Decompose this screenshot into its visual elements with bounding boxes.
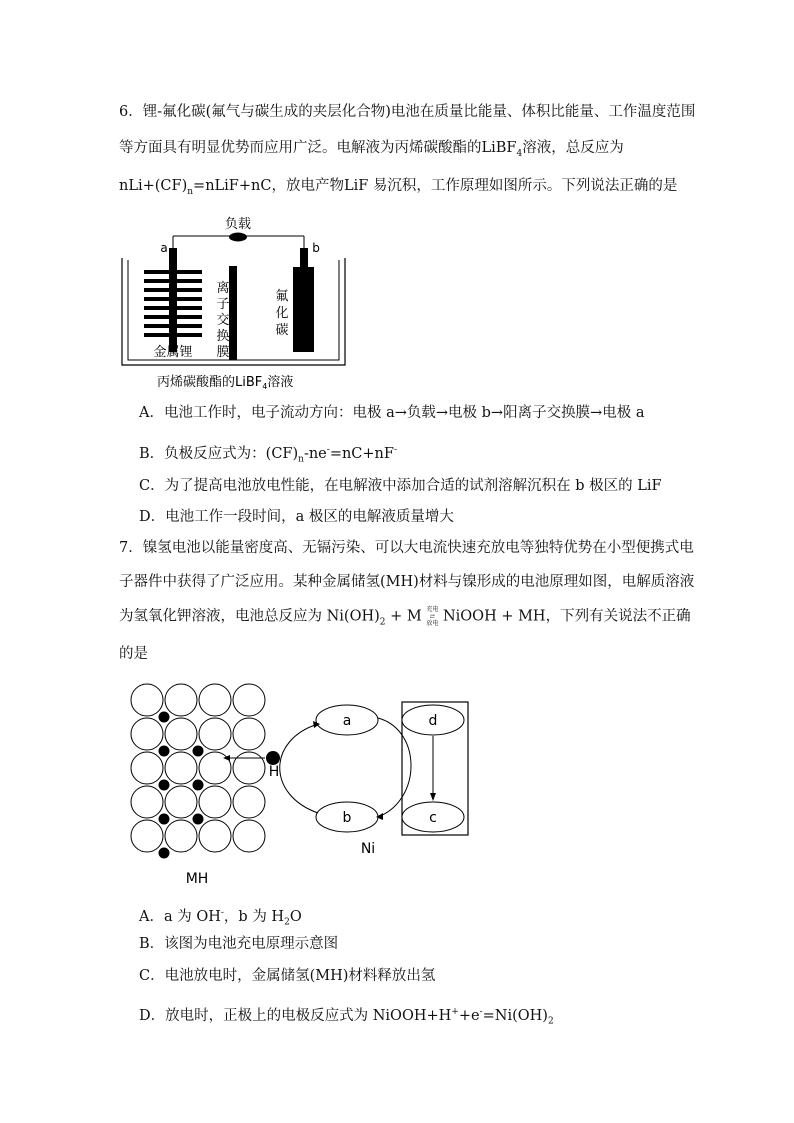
label-c: c: [429, 810, 437, 826]
h-label: H: [268, 764, 280, 780]
q7-line-3-mid: + M: [385, 608, 422, 625]
q6-line-2: [119, 138, 624, 164]
q6-option-a: A．电池工作时，电子流动方向：电极 a→负载→电极 b→阳离子交换膜→电极 a: [139, 405, 645, 421]
label-b: b: [342, 810, 352, 826]
hydrogen-atom: [159, 780, 170, 791]
electrolyte-caption-post: 溶液: [267, 375, 294, 390]
ion-exchange-membrane: [229, 266, 237, 360]
membrane-char-1: 离: [216, 281, 230, 296]
q6-option-b-n: n: [298, 454, 304, 465]
q7-option-b: B．该图为电池充电原理示意图: [139, 936, 339, 952]
electrode-b-rod: [300, 248, 308, 270]
q7-option-a-sub: 2: [284, 917, 290, 928]
label-a: a: [342, 713, 352, 729]
q7-option-d-sup: +: [451, 1007, 459, 1017]
electrode-a-label: a: [160, 241, 168, 255]
q6-line-3-cf: (CF): [154, 178, 188, 194]
q6-line-2-sub: 4: [516, 148, 523, 159]
h-atom: [266, 751, 280, 765]
q7-option-a-post: O: [289, 908, 302, 925]
membrane-char-3: 交: [216, 313, 230, 328]
hydrogen-atom: [193, 780, 204, 791]
q7-option-d-pre: D．放电时，正极上的电极反应式为 NiOOH+H: [139, 1007, 452, 1024]
q6-line-2-pre: 等方面具有明显优势而应用广泛。电解液为丙烯碳酸酯的: [119, 140, 482, 156]
q7-option-a-pre: A．a 为 OH: [139, 908, 221, 925]
metal-atom: [233, 820, 265, 852]
discharge-label: 放电: [426, 620, 439, 627]
hydrogen-atom: [159, 814, 170, 825]
load-label: 负载: [224, 217, 252, 232]
membrane-char-4: 换: [216, 329, 230, 344]
fluorocarbon-char-3: 碳: [275, 323, 289, 338]
metal-atom: [165, 752, 197, 784]
load-resistor: [229, 233, 247, 242]
q7-line-3-post: NiOOH + MH，下列有关说法不正确: [438, 608, 691, 625]
metal-atom: [165, 820, 197, 852]
q6-line-3-post: =nLiF+nC，放电产物LiF 易沉积，工作原理如图所示。下列说法正确的是: [193, 178, 678, 194]
metal-atom: [233, 786, 265, 818]
q6-option-b-mid: -ne: [303, 445, 327, 462]
q6-line-2-post: 溶液，总反应为: [522, 140, 624, 156]
q6-line-3: [119, 176, 677, 202]
electrode-b-label: b: [312, 241, 320, 255]
mh-label: MH: [185, 871, 209, 887]
arc-left: [280, 724, 318, 813]
q6-option-d: D．电池工作一段时间，a 极区的电解液质量增大: [139, 509, 454, 525]
membrane-char-2: 子: [216, 297, 230, 312]
label-d: d: [428, 713, 438, 729]
q6-option-c: C．为了提高电池放电性能，在电解液中添加合适的试剂溶解沉积在 b 极区的 LiF: [139, 478, 662, 494]
metal-atom: [199, 718, 231, 750]
q6-option-b-pre: B．负极反应式为：: [139, 445, 266, 462]
metal-atom: [131, 718, 163, 750]
ni-mh-battery-diagram: [122, 680, 482, 890]
q6-line-2-chem: LiBF: [481, 140, 517, 156]
q7-option-a: [139, 903, 302, 933]
fluorocarbon-char-2: 化: [275, 306, 289, 321]
metal-atom: [131, 752, 163, 784]
fluorocarbon-char-1: 氟: [275, 289, 289, 304]
hydrogen-atom: [159, 712, 170, 723]
q7-option-d: [139, 1002, 554, 1032]
q7-option-d-post: =Ni(OH): [482, 1007, 548, 1024]
membrane-char-5: 膜: [216, 345, 230, 360]
q7-line-2: 子器件中获得了广泛应用。某种金属储氢(MH)材料与镍形成的电池原理如图，电解质溶液: [119, 574, 695, 590]
ni-label: Ni: [360, 841, 376, 857]
q6-option-b-sup: -: [326, 445, 330, 455]
q6-option-b: [139, 440, 397, 470]
reversible-arrow: 充电 ⇄ 放电: [426, 606, 439, 627]
arc-right: [378, 718, 411, 817]
q7-line-3-pre: 为氢氧化钾溶液，电池总反应为 Ni(OH): [119, 608, 380, 625]
electrolyte-caption-main: 丙烯碳酸酯的LiBF: [157, 375, 263, 390]
q6-line-3-pre: nLi+: [119, 178, 155, 194]
metal-atom: [233, 684, 265, 716]
hydrogen-atom: [193, 746, 204, 757]
electrolyte-caption-sub: 4: [262, 382, 268, 391]
q7-option-a-mid: ，b 为 H: [223, 908, 285, 925]
metal-atom: [199, 786, 231, 818]
q7-option-d-sup2: -: [479, 1007, 483, 1017]
q7-line-3-sub: 2: [379, 617, 386, 628]
metal-atom: [233, 718, 265, 750]
metal-atom: [165, 718, 197, 750]
metal-atom: [131, 684, 163, 716]
q7-line-4: 的是: [119, 646, 148, 662]
metal-atom: [199, 820, 231, 852]
q7-option-c: C．电池放电时，金属储氢(MH)材料释放出氢: [139, 968, 436, 984]
metal-li-label: 金属锂: [153, 345, 193, 360]
q7-option-d-sub: 2: [547, 1016, 554, 1027]
hydrogen-atom: [193, 814, 204, 825]
q6-option-b-sup2: -: [393, 445, 397, 455]
q6-option-b-post: =nC+nF: [329, 445, 394, 462]
q7-option-a-sup: -: [220, 908, 224, 918]
metal-atom: [165, 684, 197, 716]
q7-line-3: [119, 606, 691, 632]
hydrogen-atom: [159, 848, 170, 859]
q7-option-d-mid: +e: [458, 1007, 480, 1024]
metal-atom: [131, 786, 163, 818]
metal-atom: [165, 786, 197, 818]
q6-line-3-n: n: [187, 186, 194, 197]
q7-line-1: 7．镍氢电池以能量密度高、无镉污染、可以大电流快速充放电等独特优势在小型便携式电: [119, 540, 694, 556]
hydrogen-atom: [159, 746, 170, 757]
mh-lattice: [131, 684, 265, 859]
fluorocarbon-electrode: [293, 267, 314, 352]
q6-line-1: 6．锂-氟化碳(氟气与碳生成的夹层化合物)电池在质量比能量、体积比能量、工作温度范围: [119, 104, 696, 120]
metal-atom: [199, 684, 231, 716]
d-to-c-arrow-head: [430, 793, 436, 801]
li-cf-battery-diagram: [115, 210, 355, 395]
metal-atom: [233, 752, 265, 784]
electrolyte-caption: [157, 374, 293, 391]
charge-label: 充电: [426, 606, 439, 613]
metal-atom: [131, 820, 163, 852]
q6-option-b-cf: (CF): [265, 445, 299, 462]
